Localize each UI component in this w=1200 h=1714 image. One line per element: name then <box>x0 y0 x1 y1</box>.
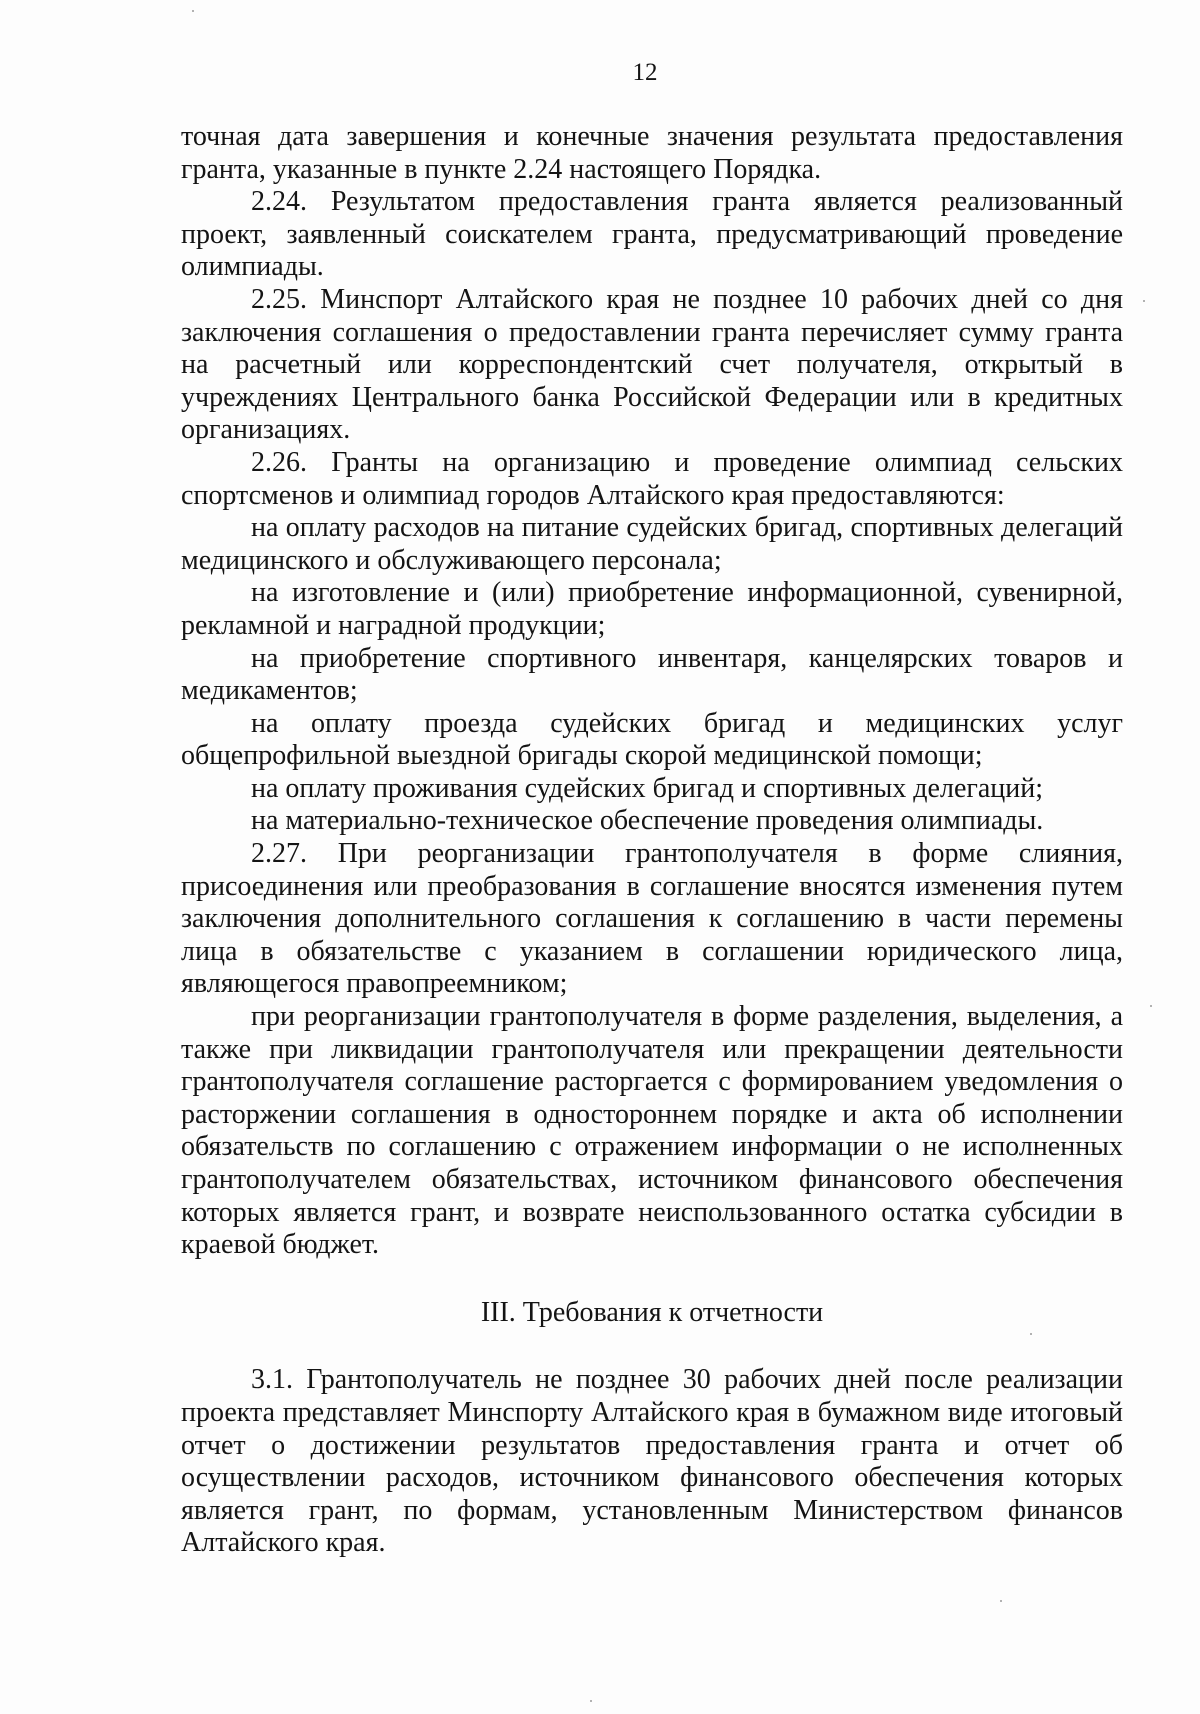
scan-speck <box>192 10 194 12</box>
scan-speck <box>590 1700 592 1702</box>
list-item-products: на изготовление и (или) приобретение информационной, сувенирной, рекламной и наградной продукции; <box>181 577 1123 641</box>
paragraph-3-1: 3.1. Грантополучатель не позднее 30 рабочих дней после реализации проекта представляет Минспорту Алтайского края в бумажном виде итоговый отчет о достижении результатов предоставления гранта и отчет об осуществлении расходов, источником финансового обеспечения которых является грант, по формам, установленным Министерством финансов Алтайского края. <box>181 1364 1123 1559</box>
scan-speck <box>1000 1600 1002 1602</box>
list-item-travel: на оплату проезда судейских бригад и медицинских услуг общепрофильной выездной бригады скорой медицинской помощи; <box>181 707 1123 772</box>
list-item-meals: на оплату расходов на питание судейских бригад, спортивных делегаций медицинского и обслуживающего персонала; <box>181 512 1123 576</box>
scan-speck <box>1143 300 1145 302</box>
paragraph-2-27: 2.27. При реорганизации грантополучателя в форме слияния, присоединения или преобразования в соглашение вносятся изменения путем заключения дополнительного соглашения к соглашению в части перемены лица в обязательстве с указанием в соглашении юридического лица, являющегося правопреемником; <box>181 838 1123 1000</box>
scan-speck <box>1150 1005 1152 1007</box>
list-item-equipment: на приобретение спортивного инвентаря, канцелярских товаров и медикаментов; <box>181 642 1123 707</box>
list-item-logistics: на материально-техническое обеспечение проведения олимпиады. <box>251 805 1044 837</box>
document-body <box>181 121 1123 1560</box>
scan-speck <box>1030 1333 1032 1335</box>
paragraph-2-24: 2.24. Результатом предоставления гранта является реализованный проект, заявленный соискателем гранта, предусматривающий проведение олимпиады. <box>181 186 1123 283</box>
section-heading: III. Требования к отчетности <box>480 1296 824 1328</box>
paragraph-continuation: точная дата завершения и конечные значения результата предоставления гранта, указанные в пункте 2.24 настоящего Порядка. <box>181 121 1123 185</box>
list-item-accommodation: на оплату проживания судейских бригад и спортивных делегаций; <box>251 772 1044 804</box>
paragraph-2-25: 2.25. Минспорт Алтайского края не позднее 10 рабочих дней со дня заключения соглашения о предоставлении гранта перечисляет сумму гранта на расчетный или корреспондентский счет получателя, открытый в учреждениях Центрального банка Российской Федерации или в кредитных организациях. <box>181 283 1123 446</box>
page-number: 12 <box>632 59 658 86</box>
paragraph-2-27-continued: при реорганизации грантополучателя в форме разделения, выделения, а также при ликвидации грантополучателя или прекращении деятельности грантополучателя соглашение расторгается с формированием уведомления о расторжении соглашения в одностороннем порядке и акта об исполнении обязательств по соглашению с отражением информации о не исполненных грантополучателем обязательствах, источником финансового обеспечения которых является грант, и возврате неиспользованного остатка субсидии в краевой бюджет. <box>181 1001 1123 1261</box>
paragraph-2-26: 2.26. Гранты на организацию и проведение олимпиад сельских спортсменов и олимпиад городов Алтайского края предоставляются: <box>181 446 1123 511</box>
